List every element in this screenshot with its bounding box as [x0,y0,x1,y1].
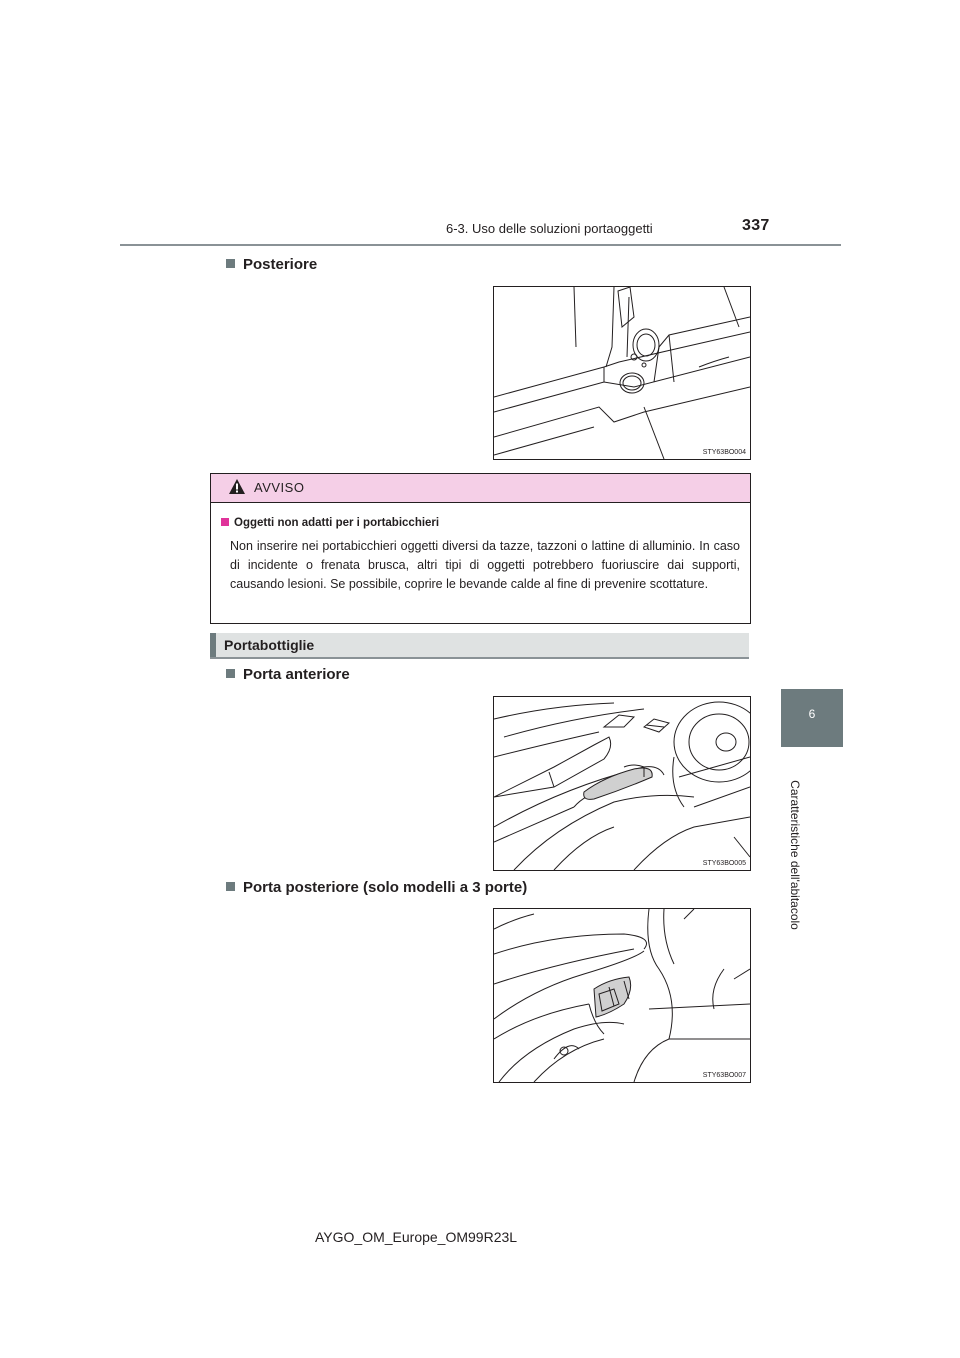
figure-rear-door-bottle-holder [493,908,751,1083]
heading-square-icon [226,669,235,678]
figure-front-door-bottle-holder [493,696,751,871]
rear-door-illustration [494,909,750,1082]
figure-code: STY63BO005 [702,860,746,867]
chapter-side-label: Caratteristiche dell'abitacolo [788,780,802,930]
rear-heading [226,256,317,273]
warning-title: AVVISO [254,480,305,495]
warning-box [210,473,751,624]
heading-square-icon [226,259,235,268]
front-door-heading [226,666,350,683]
figure-code: STY63BO004 [702,449,746,456]
section-bar-accent [210,633,216,657]
header-divider [120,244,841,246]
rear-door-heading-text: Porta posteriore (solo modelli a 3 porte) [243,879,528,896]
warning-triangle-icon [228,478,246,495]
warning-subheading-text: Oggetti non adatti per i portabicchieri [234,517,440,529]
header-section-title: 6-3. Uso delle soluzioni portaoggetti [446,221,653,236]
warning-header [211,474,750,503]
rear-door-heading [226,879,527,896]
rear-heading-text: Posteriore [243,256,318,273]
rear-cupholder-illustration [494,287,750,459]
figure-code: STY63BO007 [702,1072,746,1079]
figure-rear-cupholder [493,286,751,460]
footer-document-code: AYGO_OM_Europe_OM99R23L [315,1229,518,1245]
heading-square-icon [226,882,235,891]
front-door-illustration [494,697,750,870]
warning-subheading [221,517,439,529]
page-number: 337 [742,217,770,234]
section-bar-portabottiglie [210,633,749,659]
warning-square-icon [221,518,229,526]
section-title: Portabottiglie [224,637,315,653]
chapter-tab-number: 6 [808,707,816,721]
warning-body-text: Non inserire nei portabicchieri oggetti diversi da tazze, tazzoni o lattine di alluminio. In caso di incidente o frenata brusca, altri tipi di oggetti potrebbero fuoriuscire dai supporti, causando lesioni. Se possibile, coprire le bevande calde al fine di prevenire scottature. [230,539,740,591]
front-door-heading-text: Porta anteriore [243,666,350,683]
